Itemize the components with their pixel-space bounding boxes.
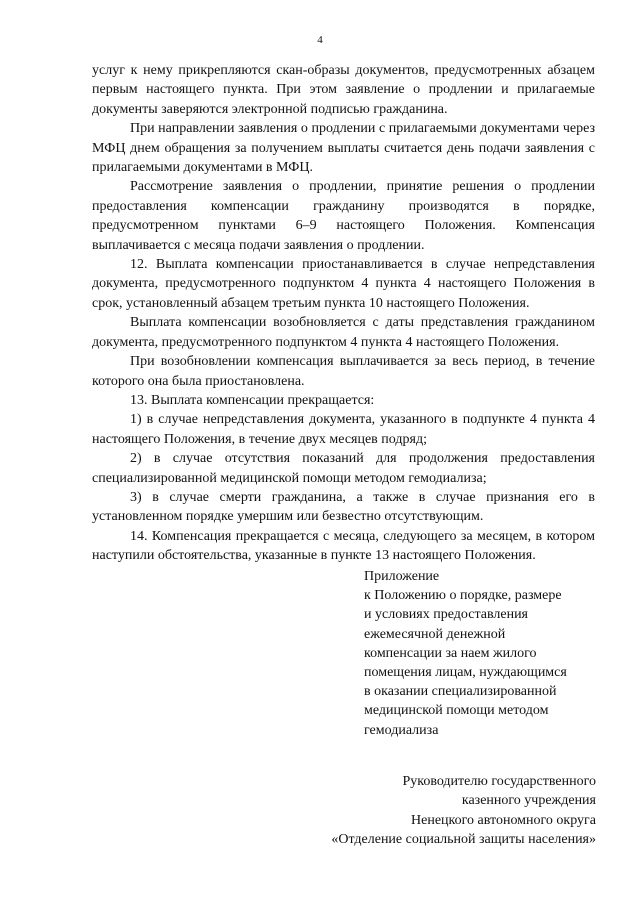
addressee-line: казенного учреждения	[461, 793, 596, 809]
addressee-block	[276, 772, 596, 850]
paragraph-item-12: 12. Выплата компенсации приостанавливается в случае непредставления документа, предусмотренного подпунктом 4 пункта 4 настоящего Положения в срок, установленный абзацем третьим пункта 10 настоящего Положения.	[92, 257, 595, 311]
appendix-line: к Положению о порядке, размере	[364, 588, 562, 604]
appendix-line: ежемесячной денежной	[364, 626, 506, 642]
addressee-line: «Отделение социальной защиты населения»	[331, 832, 596, 848]
paragraph-resumption-payment: При возобновлении компенсация выплачивается за весь период, в течение которого она была приостановлена.	[92, 354, 595, 389]
paragraph-item-14: 14. Компенсация прекращается с месяца, следующего за месяцем, в котором наступили обстоятельства, указанные в пункте 13 настоящего Положения.	[92, 528, 595, 564]
paragraph-resumption: Выплата компенсации возобновляется с даты представления гражданином документа, предусмотренного подпунктом 4 пункта 4 настоящего Положения.	[92, 315, 595, 350]
document-body	[92, 61, 595, 566]
appendix-line: Приложение	[364, 569, 440, 584]
appendix-line: в оказании специализированной	[364, 684, 557, 700]
paragraph-item-13-1: 1) в случае непредставления документа, указанного в подпункте 4 пункта 4 настоящего Положения, в течение двух месяцев подряд;	[92, 412, 595, 447]
paragraph-continuation: услуг к нему прикрепляются скан-образы документов, предусмотренных абзацем первым настоящего пункта. При этом заявление о продлении и прилагаемые документы заверяются электронной подписью гражданина.	[92, 63, 595, 117]
appendix-block	[364, 567, 604, 740]
page-number: 4	[317, 34, 323, 46]
appendix-line: компенсации за наем жилого	[364, 645, 537, 661]
paragraph-mfc-submission: При направлении заявления о продлении с прилагаемыми документами через МФЦ днем обращения за получением выплаты считается день подачи заявления с прилагаемыми документами в МФЦ.	[92, 121, 595, 176]
paragraph-item-13-2: 2) в случае отсутствия показаний для продолжения предоставления специализированной медицинской помощи методом гемодиализа;	[92, 451, 595, 486]
paragraph-item-13: 13. Выплата компенсации прекращается:	[130, 392, 375, 408]
appendix-line: помещения лицам, нуждающимся	[364, 665, 567, 681]
appendix-line: гемодиализа	[364, 722, 439, 738]
appendix-line: медицинской помощи методом	[364, 703, 549, 719]
paragraph-item-13-3: 3) в случае смерти гражданина, а также в случае признания его в установленном порядке умершим или безвестно отсутствующим.	[92, 489, 595, 525]
addressee-line: Ненецкого автономного округа	[411, 812, 596, 828]
paragraph-extension-review: Рассмотрение заявления о продлении, принятие решения о продлении предоставления компенсации гражданину производятся в порядке, предусмотренном пунктами 6–9 настоящего Положения. Компенсация выплачивается с месяца подачи заявления о продлении.	[92, 179, 595, 253]
addressee-line: Руководителю государственного	[402, 774, 596, 789]
appendix-line: и условиях предоставления	[364, 607, 528, 623]
